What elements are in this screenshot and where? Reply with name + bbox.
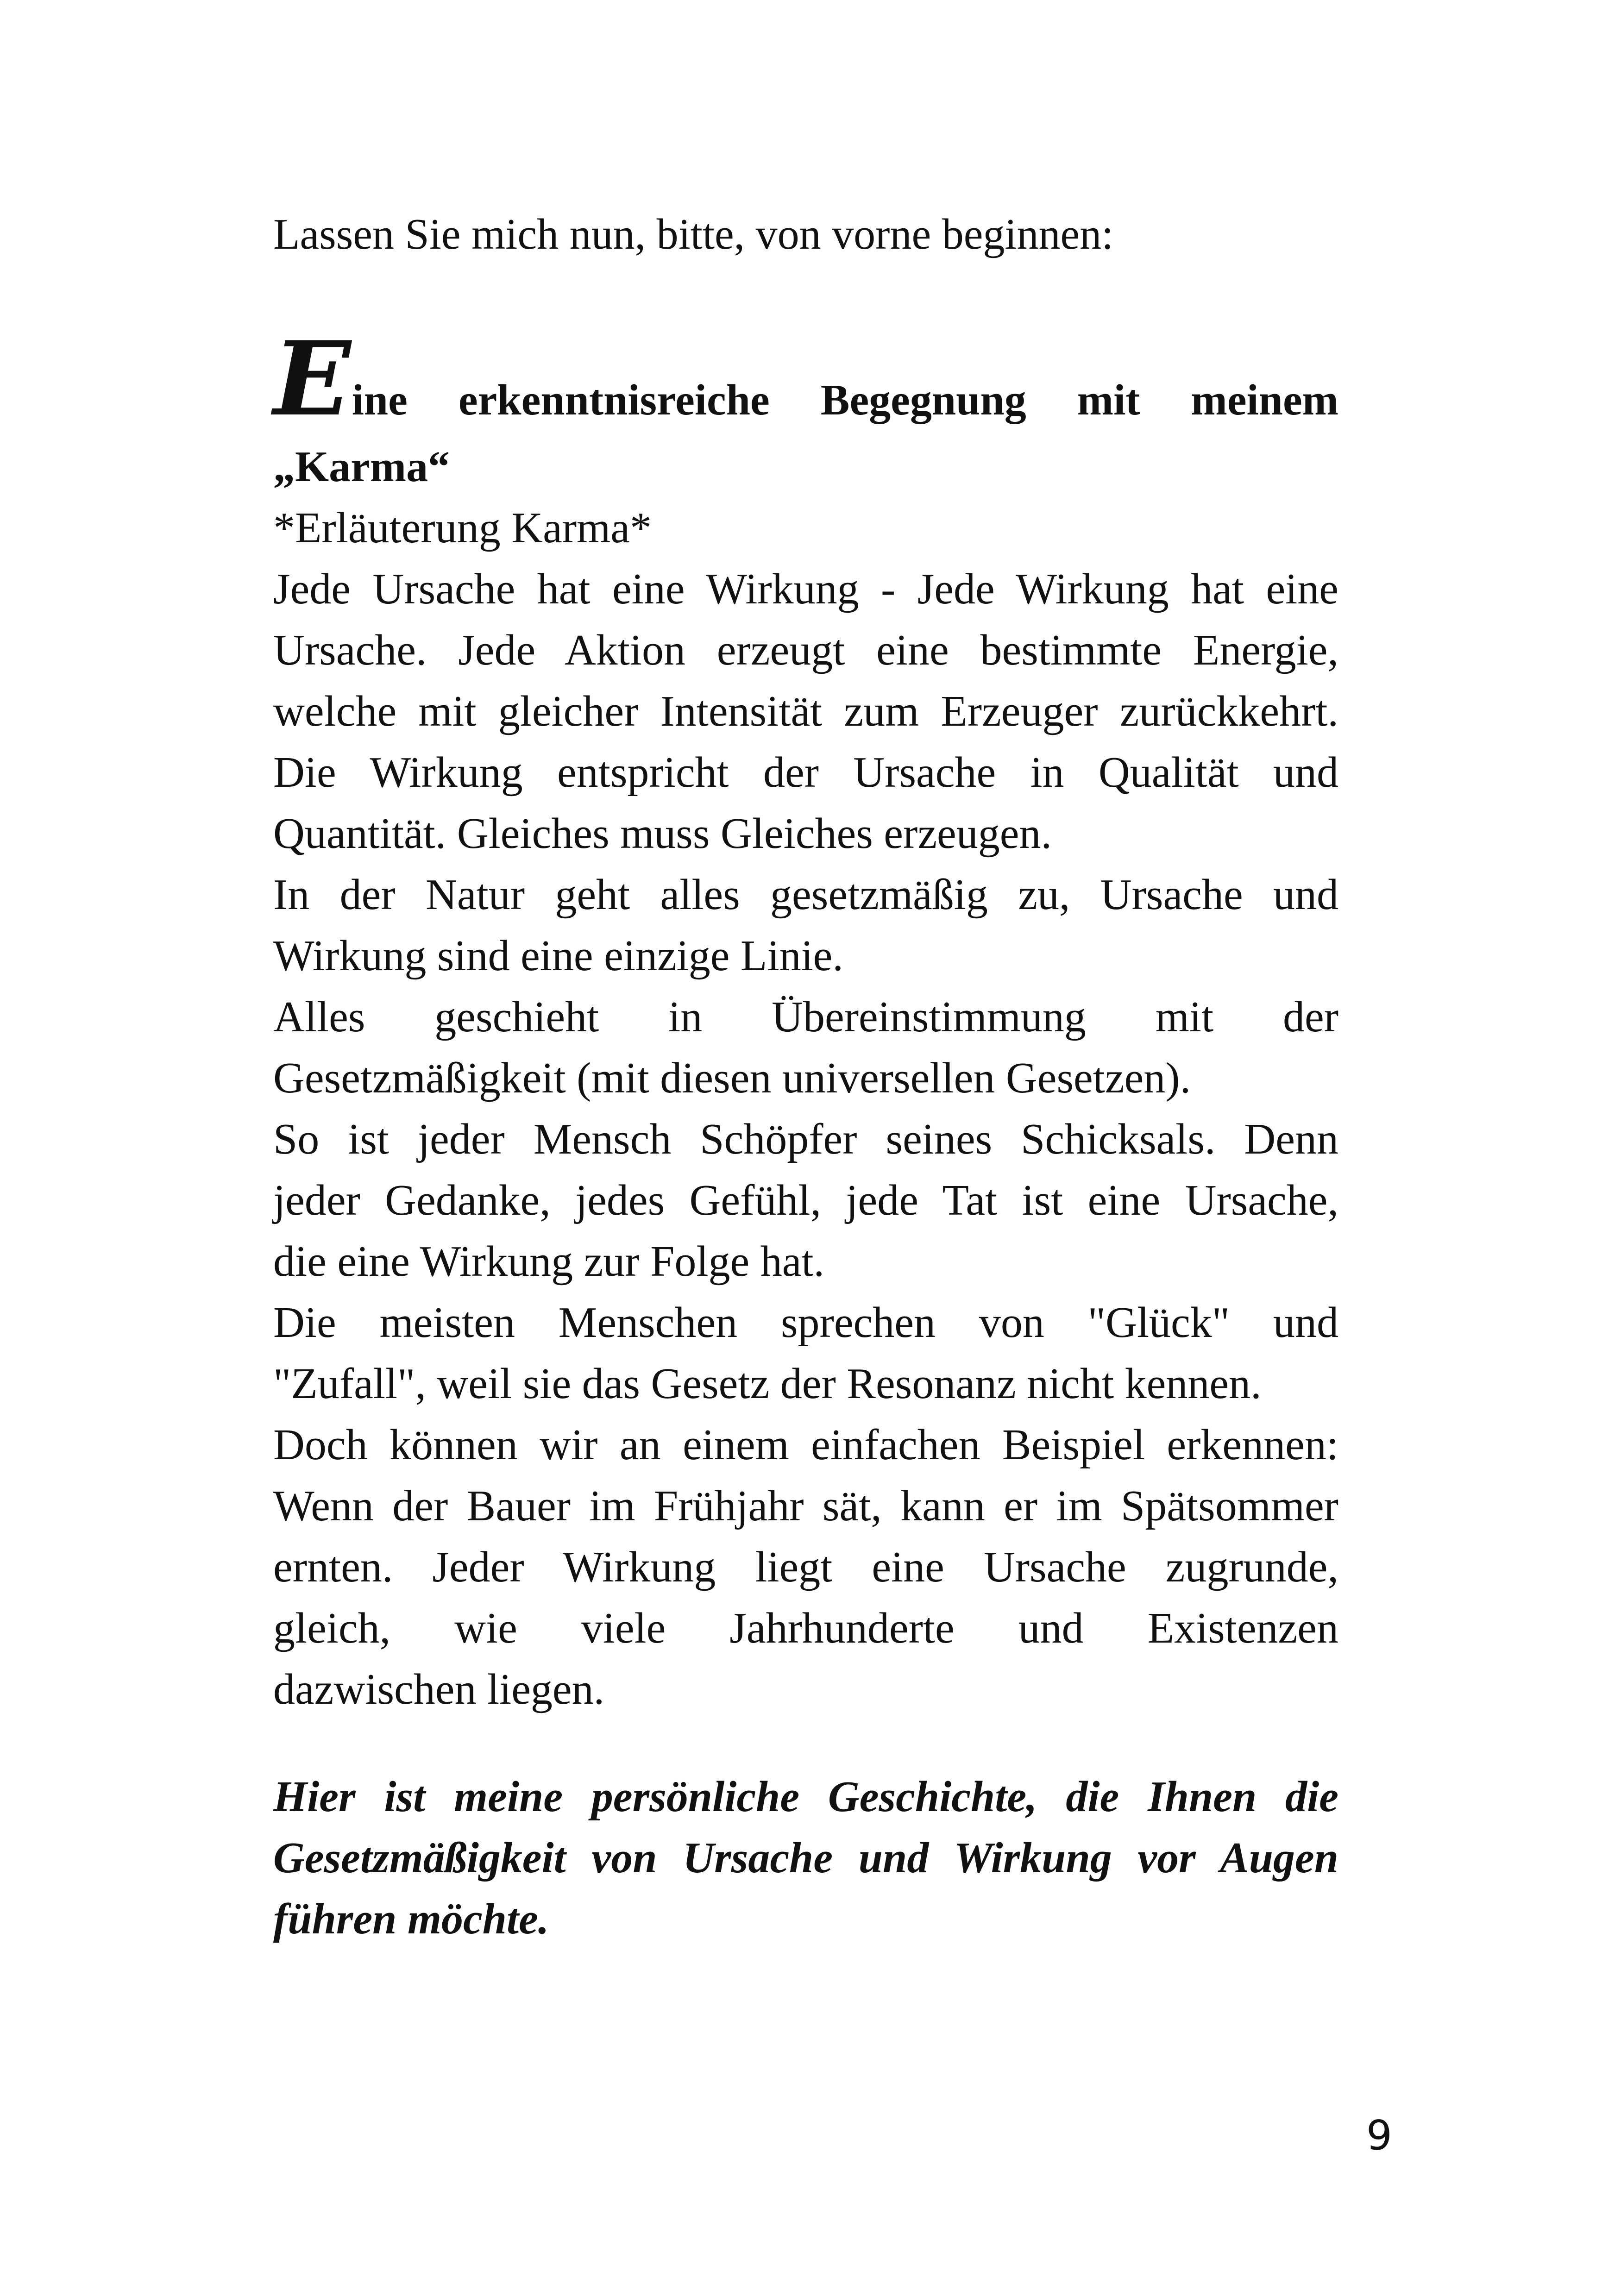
heading-word: erkenntnisreiche [458, 376, 770, 424]
text-line: Die Wirkung entspricht der Ursache in Qualität und [273, 748, 1338, 797]
text-line: Doch können wir an einem einfachen Beispiel erkennen: [273, 1421, 1338, 1469]
intro-line: Lassen Sie mich nun, bitte, von vorne beginnen: [273, 210, 1114, 258]
text-line: gleich, wie viele Jahrhunderte und Existenzen [273, 1604, 1338, 1652]
text-line: Jede Ursache hat eine Wirkung - Jede Wirkung hat eine [273, 565, 1338, 613]
text-line: die eine Wirkung zur Folge hat. [273, 1237, 825, 1286]
heading-line-2: „Karma“ [273, 443, 450, 491]
heading-word: ine [352, 376, 408, 424]
heading-word: meinem [1191, 376, 1338, 424]
page-number: 9 [1366, 2112, 1392, 2159]
text-line: In der Natur geht alles gesetzmäßig zu, Ursache und [273, 871, 1338, 919]
text-line: So ist jeder Mensch Schöpfer seines Schicksals. Denn [273, 1115, 1338, 1163]
text-line: ernten. Jeder Wirkung liegt eine Ursache zugrunde, [273, 1543, 1338, 1591]
text-line: Wirkung sind eine einzige Linie. [273, 932, 843, 980]
text-line: Die meisten Menschen sprechen von "Glück" und [273, 1299, 1338, 1347]
subtitle: *Erläuterung Karma* [273, 504, 652, 552]
heading-word: Begegnung [820, 376, 1026, 424]
text-line: führen möchte. [273, 1895, 549, 1943]
heading-first-word [273, 319, 408, 439]
text-line: Hier ist meine persönliche Geschichte, die Ihnen die [273, 1773, 1338, 1821]
body-text [273, 558, 1338, 1720]
page-content [273, 204, 1338, 1950]
text-line: "Zufall", weil sie das Gesetz der Resonanz nicht kennen. [273, 1360, 1262, 1408]
text-line: Ursache. Jede Aktion erzeugt eine bestimmte Energie, [273, 626, 1338, 674]
text-line: welche mit gleicher Intensität zum Erzeuger zurückkehrt. [273, 687, 1338, 735]
drop-cap: E [273, 319, 348, 439]
text-line: Quantität. Gleiches muss Gleiches erzeugen. [273, 809, 1052, 858]
heading-line-1 [273, 319, 1338, 439]
text-line: Wenn der Bauer im Frühjahr sät, kann er im Spätsommer [273, 1482, 1338, 1530]
heading-word: mit [1077, 376, 1140, 424]
text-line: Gesetzmäßigkeit (mit diesen universellen Gesetzen). [273, 1054, 1191, 1102]
closing-paragraph [273, 1766, 1338, 1950]
text-line: jeder Gedanke, jedes Gefühl, jede Tat ist eine Ursache, [273, 1176, 1338, 1224]
text-line: Gesetzmäßigkeit von Ursache und Wirkung vor Augen [273, 1834, 1338, 1882]
chapter-heading [273, 319, 1338, 497]
text-line: Alles geschieht in Übereinstimmung mit der [273, 993, 1338, 1041]
text-line: dazwischen liegen. [273, 1665, 605, 1713]
